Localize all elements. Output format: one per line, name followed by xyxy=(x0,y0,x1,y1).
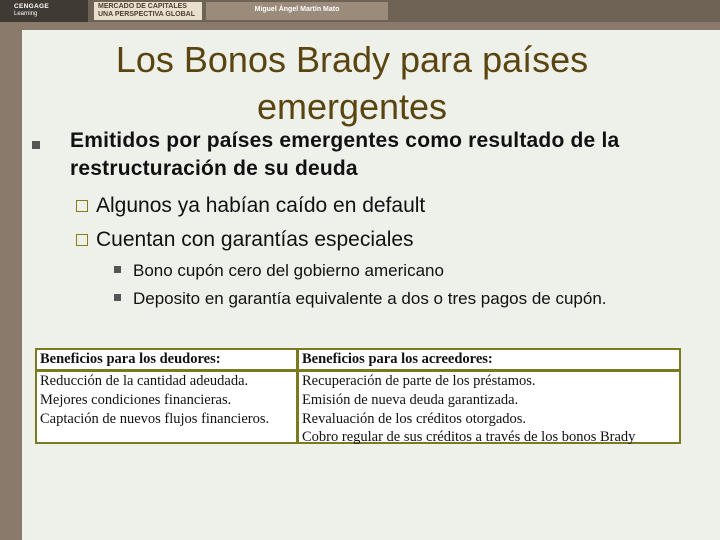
bullet-square-icon xyxy=(114,266,121,273)
checkbox-bullet-icon xyxy=(76,234,88,246)
book-title-line1: MERCADO DE CAPITALES xyxy=(98,3,187,10)
sub-sub-bullet-1: Bono cupón cero del gobierno americano xyxy=(133,261,444,280)
table-cell: Mejores condiciones financieras. xyxy=(40,392,232,408)
debtors-header: Beneficios para los deudores: xyxy=(40,351,221,367)
author-box xyxy=(206,2,388,20)
publisher-logo xyxy=(0,0,88,22)
slide-content xyxy=(22,30,720,540)
checkbox-bullet-icon xyxy=(76,200,88,212)
table-cell: Recuperación de parte de los préstamos. xyxy=(302,373,536,389)
sub-bullet-1-text: Algunos ya habían caído en default xyxy=(96,194,426,217)
book-title-line2: UNA PERSPECTIVA GLOBAL xyxy=(98,11,195,18)
author-name: Miguel Ángel Martín Mato xyxy=(254,6,340,13)
bullet-square-icon xyxy=(32,141,40,149)
creditors-header: Beneficios para los acreedores: xyxy=(302,351,493,367)
book-title-box xyxy=(94,2,202,20)
publisher-sub: Learning xyxy=(14,11,38,17)
table-cell: Cobro regular de sus créditos a través de los bonos Brady xyxy=(302,429,636,445)
table-cell: Reducción de la cantidad adeudada. xyxy=(40,373,249,389)
bullet-1: Emitidos por países emergentes como resultado de la restructuración de su deuda xyxy=(70,129,620,180)
slide-title: Los Bonos Brady para países emergentes xyxy=(115,39,589,127)
table-cell: Emisión de nueva deuda garantizada. xyxy=(302,392,519,408)
creditors-column xyxy=(299,350,679,445)
sub-bullet-2 xyxy=(76,226,414,254)
table-cell: Captación de nuevos flujos financieros. xyxy=(40,411,270,427)
sub-sub-bullet-2: Deposito en garantía equivalente a dos o tres pagos de cupón. xyxy=(133,289,607,308)
debtors-column xyxy=(37,350,297,442)
bullet-square-icon xyxy=(114,294,121,301)
top-banner xyxy=(0,0,720,22)
publisher-name: CENGAGE xyxy=(14,3,49,10)
sub-bullet-1 xyxy=(76,192,425,220)
table-cell: Revaluación de los créditos otorgados. xyxy=(302,411,527,427)
sub-bullet-2-text: Cuentan con garantías especiales xyxy=(96,228,414,251)
benefits-table xyxy=(35,348,681,444)
